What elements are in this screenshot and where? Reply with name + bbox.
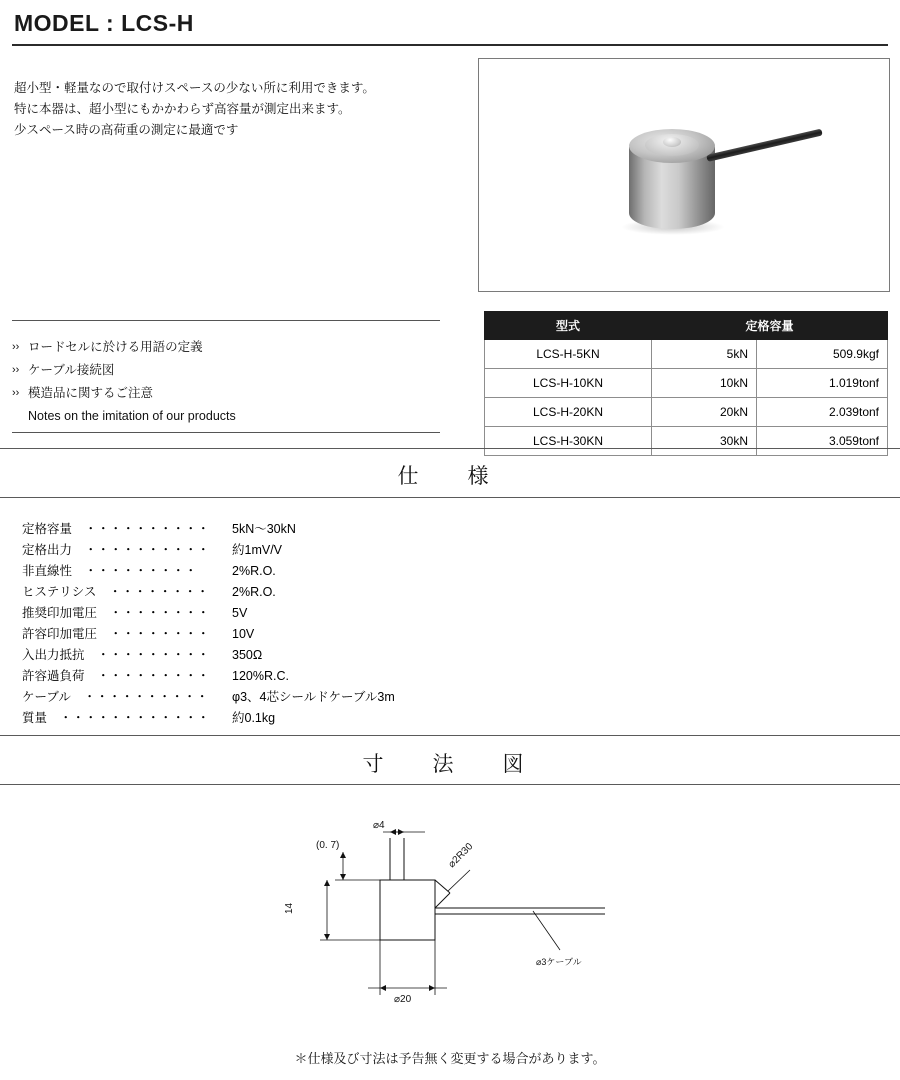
cell-model: LCS-H-30KN <box>485 427 652 456</box>
spec-value: 120%R.C. <box>232 669 289 683</box>
dimension-section-title: 寸 法 図 <box>362 753 538 776</box>
label-14: 14 <box>284 902 295 914</box>
links-divider-top <box>12 320 440 321</box>
spec-value: 2%R.O. <box>232 564 276 578</box>
spec-label: 推奨印加電圧 ・・・・・・・・ <box>22 606 210 620</box>
chevron-right-icon: ›› <box>12 387 20 399</box>
cell-kgf: 509.9kgf <box>757 340 888 369</box>
footer-note: ＊仕様及び寸法は予告無く変更する場合があります。 <box>294 1051 606 1066</box>
reference-links <box>12 336 440 428</box>
product-photo <box>478 58 890 292</box>
spec-row <box>22 540 395 561</box>
spec-section-divider-top <box>0 448 900 449</box>
table-header-row <box>485 312 888 340</box>
intro-line-3: 少スペース時の高荷重の測定に最適です <box>14 123 239 137</box>
table-row <box>485 398 888 427</box>
spec-label: 定格容量 ・・・・・・・・・・ <box>22 522 210 536</box>
link-label[interactable]: ケーブル接続図 <box>28 363 115 377</box>
spec-value: 5kN〜30kN <box>232 522 296 536</box>
spec-label: 入出力抵抗 ・・・・・・・・・ <box>22 648 210 662</box>
cell-kn: 30kN <box>652 427 757 456</box>
cell-kn: 20kN <box>652 398 757 427</box>
spec-value: 5V <box>232 606 248 620</box>
label-dia4: ⌀4 <box>373 820 385 831</box>
chevron-right-icon: ›› <box>12 364 20 376</box>
spec-row <box>22 666 395 687</box>
table-row <box>485 369 888 398</box>
dimension-drawing-svg <box>0 790 900 1040</box>
capacity-table <box>484 311 888 456</box>
label-r30: ⌀2R30 <box>446 841 476 871</box>
cell-model: LCS-H-10KN <box>485 369 652 398</box>
column-header-model: 型式 <box>485 312 652 340</box>
list-item[interactable] <box>12 405 440 428</box>
label-07: (0. 7) <box>316 840 340 851</box>
load-cell-button-nub <box>663 137 681 147</box>
dimension-section-divider-top <box>0 735 900 736</box>
link-label[interactable]: 模造品に関するご注意 <box>28 386 154 400</box>
spec-row <box>22 624 395 645</box>
spec-value: 350Ω <box>232 648 263 662</box>
spec-row <box>22 561 395 582</box>
spec-list <box>22 519 395 729</box>
spec-section-title: 仕 様 <box>397 465 503 488</box>
spec-label: ヒステリシス ・・・・・・・・ <box>22 585 209 599</box>
intro-text <box>14 78 454 141</box>
link-label-en[interactable]: Notes on the imitation of our products <box>28 409 236 423</box>
link-label[interactable]: ロードセルに於ける用語の定義 <box>28 340 203 354</box>
intro-line-2: 特に本器は、超小型にもかかわらず高容量が測定出来ます。 <box>14 102 351 116</box>
spec-row <box>22 582 395 603</box>
links-divider-bottom <box>12 432 440 433</box>
header-divider <box>12 44 888 46</box>
table-row <box>485 340 888 369</box>
body-outline <box>380 880 435 940</box>
spec-label: 許容過負荷 ・・・・・・・・・ <box>22 669 210 683</box>
spec-label: 許容印加電圧 ・・・・・・・・ <box>22 627 210 641</box>
spec-label: 定格出力 ・・・・・・・・・・ <box>22 543 210 557</box>
spec-label: ケーブル ・・・・・・・・・・ <box>22 690 209 704</box>
spec-value: φ3、4芯シールドケーブル3m <box>232 690 395 704</box>
dimension-drawing <box>0 790 900 1040</box>
spec-label: 非直線性 ・・・・・・・・・ <box>22 564 198 578</box>
list-item[interactable] <box>12 336 440 359</box>
cell-model: LCS-H-5KN <box>485 340 652 369</box>
spec-value: 2%R.O. <box>232 585 276 599</box>
list-item[interactable] <box>12 359 440 382</box>
dimension-section-divider-bottom <box>0 784 900 785</box>
spec-row <box>22 645 395 666</box>
spec-section-divider-bottom <box>0 497 900 498</box>
table-row <box>485 427 888 456</box>
label-dia20: ⌀20 <box>394 994 412 1005</box>
spec-value: 約0.1kg <box>232 711 276 725</box>
list-item[interactable] <box>12 382 440 405</box>
spec-label: 質量 ・・・・・・・・・・・・ <box>22 711 210 725</box>
label-cable: ⌀3ケーブル <box>536 957 582 967</box>
cell-kgf: 3.059tonf <box>757 427 888 456</box>
load-cell-cable <box>706 129 823 162</box>
spec-value: 約1mV/V <box>232 543 283 557</box>
column-header-rated-capacity: 定格容量 <box>652 312 888 340</box>
spec-row <box>22 603 395 624</box>
cell-model: LCS-H-20KN <box>485 398 652 427</box>
cell-kn: 10kN <box>652 369 757 398</box>
product-photo-inner <box>479 59 889 291</box>
page-title: MODEL : LCS-H <box>14 10 194 36</box>
intro-line-1: 超小型・軽量なので取付けスペースの少ない所に利用できます。 <box>14 81 375 95</box>
spec-value: 10V <box>232 627 255 641</box>
spec-row <box>22 687 395 708</box>
spec-row <box>22 708 395 729</box>
cell-kgf: 2.039tonf <box>757 398 888 427</box>
spec-row <box>22 519 395 540</box>
cell-kgf: 1.019tonf <box>757 369 888 398</box>
cell-kn: 5kN <box>652 340 757 369</box>
chevron-right-icon: ›› <box>12 341 20 353</box>
